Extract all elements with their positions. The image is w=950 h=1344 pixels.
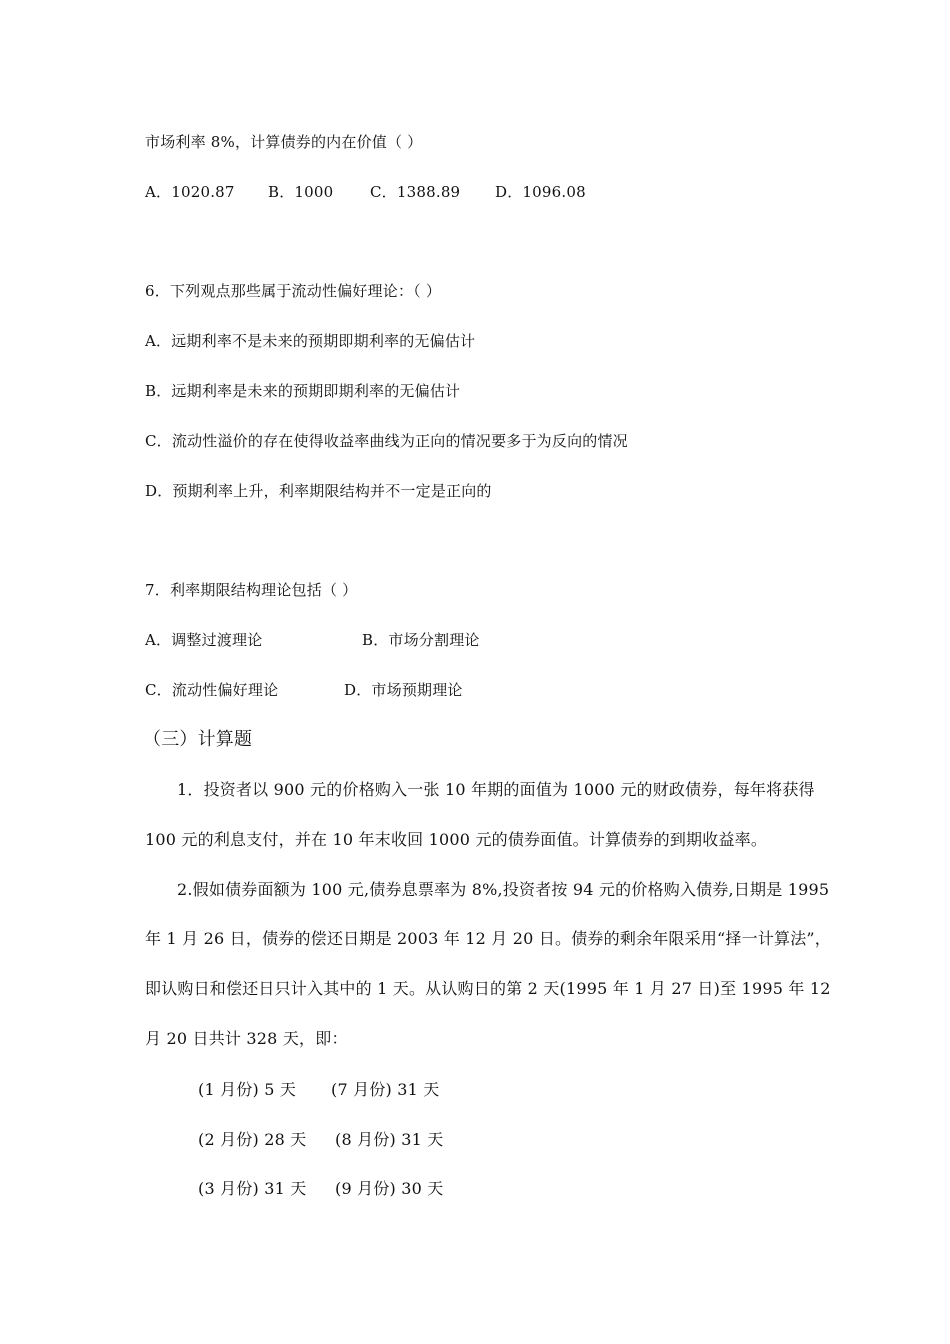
q5-stem-tail: 市场利率 8%，计算债券的内在价值（ ）	[145, 133, 423, 151]
month-entry: (9 月份) 30 天	[335, 1179, 444, 1198]
month-entry: (3 月份) 31 天	[198, 1179, 307, 1198]
q6-option-c: C．流动性溢价的存在使得收益率曲线为正向的情况要多于为反向的情况	[145, 432, 628, 450]
q7-stem: 7．利率期限结构理论包括（ ）	[145, 581, 358, 599]
q6-stem: 6．下列观点那些属于流动性偏好理论：（ ）	[145, 282, 442, 300]
section-heading: （三）计算题	[143, 729, 253, 750]
problem2-line1: 2.假如债券面额为 100 元,债券息票率为 8%,投资者按 94 元的价格购入债券,日期是 1995	[177, 880, 830, 899]
month-entry: (8 月份) 31 天	[335, 1130, 444, 1149]
problem1-line2: 100 元的利息支付，并在 10 年末收回 1000 元的债券面值。计算债券的到期收益率。	[145, 830, 768, 849]
q5-option-b: B．1000	[268, 183, 334, 201]
month-entry: (1 月份) 5 天	[198, 1080, 297, 1099]
q7-option-d: D．市场预期理论	[344, 681, 463, 699]
problem2-line2: 年 1 月 26 日，债券的偿还日期是 2003 年 12 月 20 日。债券的剩余年限采用“择一计算法”，	[145, 929, 831, 948]
q5-option-d: D．1096.08	[495, 183, 586, 201]
q7-option-c: C．流动性偏好理论	[145, 681, 279, 699]
q6-option-d: D．预期利率上升，利率期限结构并不一定是正向的	[145, 482, 492, 500]
month-entry: (2 月份) 28 天	[198, 1130, 307, 1149]
q5-option-c: C．1388.89	[370, 183, 461, 201]
problem1-line1: 1．投资者以 900 元的价格购入一张 10 年期的面值为 1000 元的财政债券，每年将获得	[177, 780, 815, 799]
q7-option-b: B．市场分割理论	[362, 631, 480, 649]
month-entry: (7 月份) 31 天	[331, 1080, 440, 1099]
q5-option-a: A．1020.87	[145, 183, 235, 201]
q6-option-a: A．远期利率不是未来的预期即期利率的无偏估计	[145, 332, 476, 350]
q7-option-a: A．调整过渡理论	[145, 631, 263, 649]
problem2-line4: 月 20 日共计 328 天，即：	[145, 1029, 348, 1048]
problem2-line3: 即认购日和偿还日只计入其中的 1 天。从认购日的第 2 天(1995 年 1 月 27 日)至 1995 年 12	[145, 979, 831, 998]
q6-option-b: B．远期利率是未来的预期即期利率的无偏估计	[145, 382, 461, 400]
